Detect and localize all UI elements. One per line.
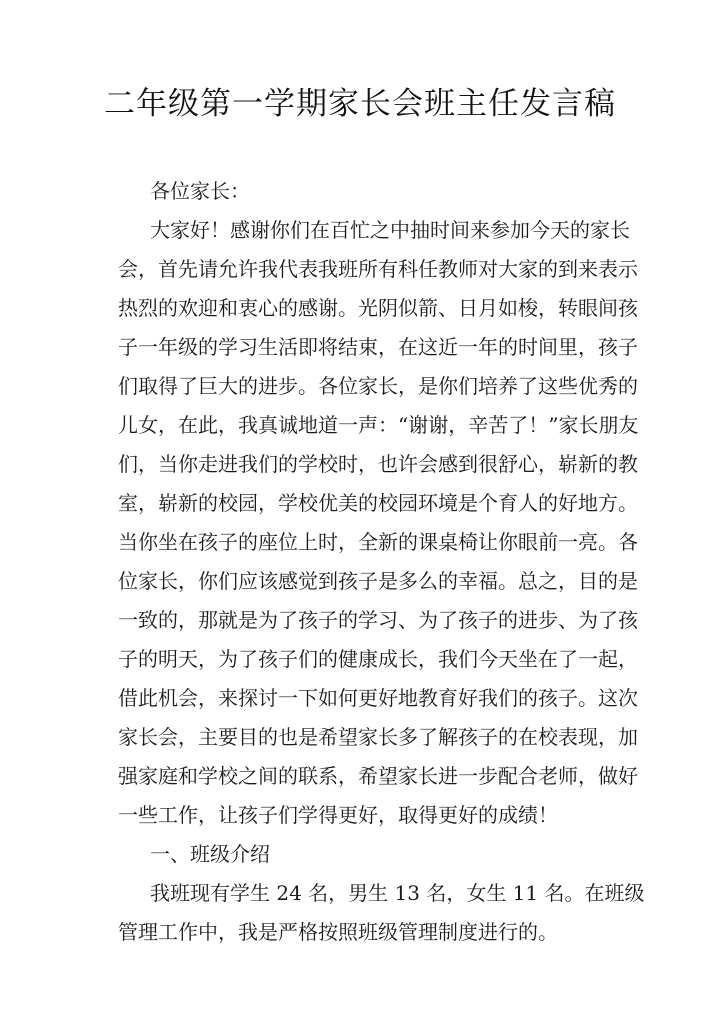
section-heading: 一、班级介绍 (150, 842, 270, 866)
paragraph-line: 热烈的欢迎和衷心的感谢。光阴似箭、日月如梭，转眼间孩 (118, 296, 638, 320)
paragraph-line: 大家好！感谢你们在百忙之中抽时间来参加今天的家长 (150, 218, 630, 242)
paragraph-line: 强家庭和学校之间的联系，希望家长进一步配合老师，做好 (118, 764, 638, 788)
paragraph-line: 一致的，那就是为了孩子的学习、为了孩子的进步、为了孩 (118, 608, 638, 632)
paragraph-line: 子的明天，为了孩子们的健康成长，我们今天坐在了一起， (118, 647, 638, 671)
paragraph-line: 子一年级的学习生活即将结束，在这近一年的时间里，孩子 (118, 335, 638, 359)
section-line: 管理工作中，我是严格按照班级管理制度进行的。 (118, 920, 558, 944)
paragraph-line: 们取得了巨大的进步。各位家长，是你们培养了这些优秀的 (118, 374, 638, 398)
paragraph-line: 当你坐在孩子的座位上时，全新的课桌椅让你眼前一亮。各 (118, 530, 638, 554)
paragraph-line: 一些工作，让孩子们学得更好，取得更好的成绩！ (118, 803, 558, 827)
document-title: 二年级第一学期家长会班主任发言稿 (104, 86, 616, 122)
greeting: 各位家长： (150, 179, 250, 203)
section-line: 我班现有学生 24 名，男生 13 名，女生 11 名。在班级 (150, 881, 645, 905)
paragraph-line: 们，当你走进我们的学校时，也许会感到很舒心，崭新的教 (118, 452, 638, 476)
paragraph-line: 位家长，你们应该感觉到孩子是多么的幸福。总之，目的是 (118, 569, 638, 593)
paragraph-line: 儿女，在此，我真诚地道一声：“谢谢，辛苦了！”家长朋友 (118, 413, 639, 437)
paragraph-line: 家长会，主要目的也是希望家长多了解孩子的在校表现，加 (118, 725, 638, 749)
paragraph-line: 会，首先请允许我代表我班所有科任教师对大家的到来表示 (118, 257, 638, 281)
paragraph-line: 借此机会，来探讨一下如何更好地教育好我们的孩子。这次 (118, 686, 638, 710)
paragraph-line: 室，崭新的校园，学校优美的校园环境是个育人的好地方。 (118, 491, 638, 515)
